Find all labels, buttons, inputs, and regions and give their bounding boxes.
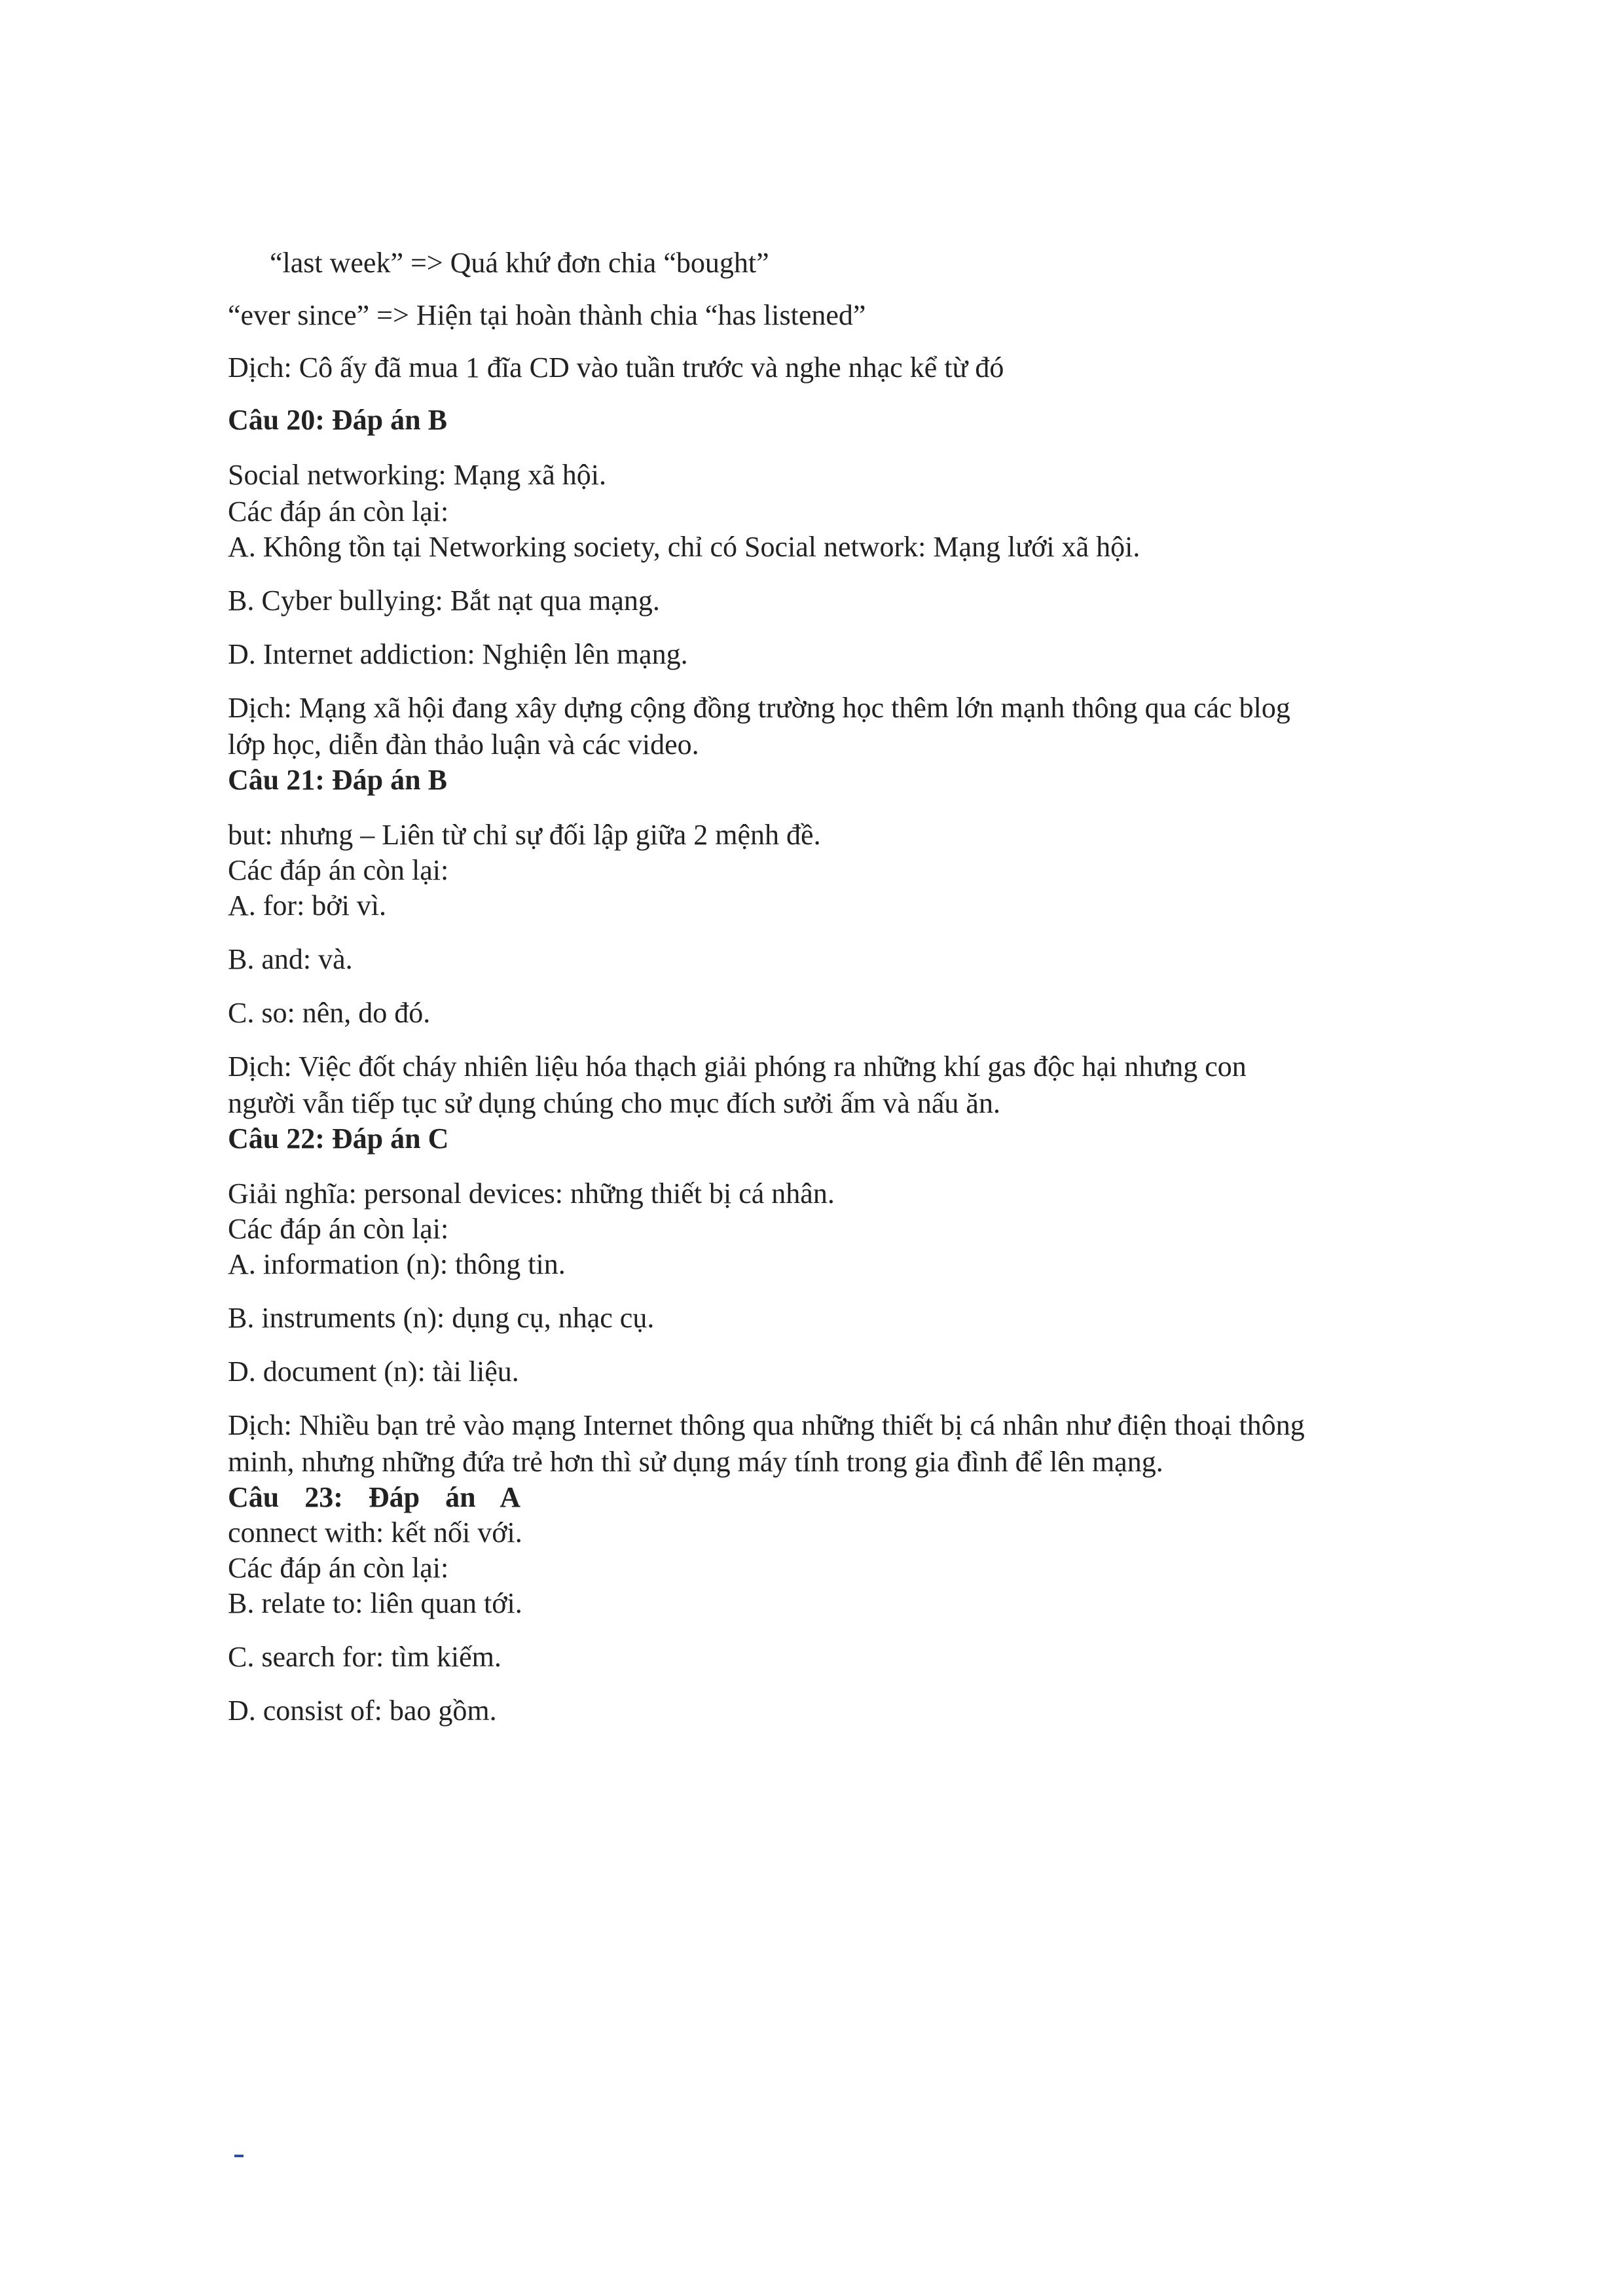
text-line: C. so: nên, do đó. — [228, 997, 431, 1029]
text-line: Dịch: Cô ấy đã mua 1 đĩa CD vào tuần trước và nghe nhạc kể từ đó — [228, 351, 1004, 384]
footer-mark — [234, 2155, 244, 2157]
question-heading: Câu 20: Đáp án B — [228, 404, 447, 436]
text-line: B. instruments (n): dụng cụ, nhạc cụ. — [228, 1302, 655, 1334]
text-line: lớp học, diễn đàn thảo luận và các video. — [228, 728, 699, 761]
text-line: but: nhưng – Liên từ chỉ sự đối lập giữa 2 mệnh đề. — [228, 819, 821, 851]
text-line: Dịch: Việc đốt cháy nhiên liệu hóa thạch giải phóng ra những khí gas độc hại nhưng con — [228, 1050, 1247, 1083]
text-line: “last week” => Quá khứ đơn chia “bought” — [270, 247, 769, 279]
text-line: connect with: kết nối với. — [228, 1516, 522, 1549]
text-line: A. for: bởi vì. — [228, 889, 387, 922]
text-line: A. Không tồn tại Networking society, chỉ có Social network: Mạng lưới xã hội. — [228, 531, 1140, 563]
question-heading: Câu 22: Đáp án C — [228, 1122, 449, 1155]
text-line: D. consist of: bao gồm. — [228, 1695, 497, 1727]
text-line: B. and: và. — [228, 943, 353, 975]
text-line: người vẫn tiếp tục sử dụng chúng cho mục đích sưởi ấm và nấu ăn. — [228, 1087, 1000, 1119]
text-line: Các đáp án còn lại: — [228, 495, 449, 528]
text-line: Social networking: Mạng xã hội. — [228, 459, 607, 491]
text-line: Các đáp án còn lại: — [228, 1552, 449, 1584]
text-line: C. search for: tìm kiếm. — [228, 1641, 501, 1673]
text-line: Dịch: Nhiều bạn trẻ vào mạng Internet thông qua những thiết bị cá nhân như điện thoại thông — [228, 1409, 1305, 1441]
text-line: B. relate to: liên quan tới. — [228, 1587, 522, 1619]
text-line: Giải nghĩa: personal devices: những thiết bị cá nhân. — [228, 1177, 835, 1210]
text-line: D. Internet addiction: Nghiện lên mạng. — [228, 638, 688, 670]
text-line: minh, nhưng những đứa trẻ hơn thì sử dụng máy tính trong gia đình để lên mạng. — [228, 1446, 1163, 1478]
question-heading: Câu 23: Đáp án A — [228, 1481, 520, 1513]
text-line: B. Cyber bullying: Bắt nạt qua mạng. — [228, 584, 660, 617]
text-line: Dịch: Mạng xã hội đang xây dựng cộng đồng trường học thêm lớn mạnh thông qua các blog — [228, 692, 1290, 724]
text-line: “ever since” => Hiện tại hoàn thành chia “has listened” — [228, 299, 866, 331]
text-line: A. information (n): thông tin. — [228, 1248, 566, 1280]
text-line: D. document (n): tài liệu. — [228, 1355, 519, 1388]
text-line: Các đáp án còn lại: — [228, 1213, 449, 1245]
text-line: Các đáp án còn lại: — [228, 854, 449, 886]
question-heading: Câu 21: Đáp án B — [228, 764, 447, 796]
